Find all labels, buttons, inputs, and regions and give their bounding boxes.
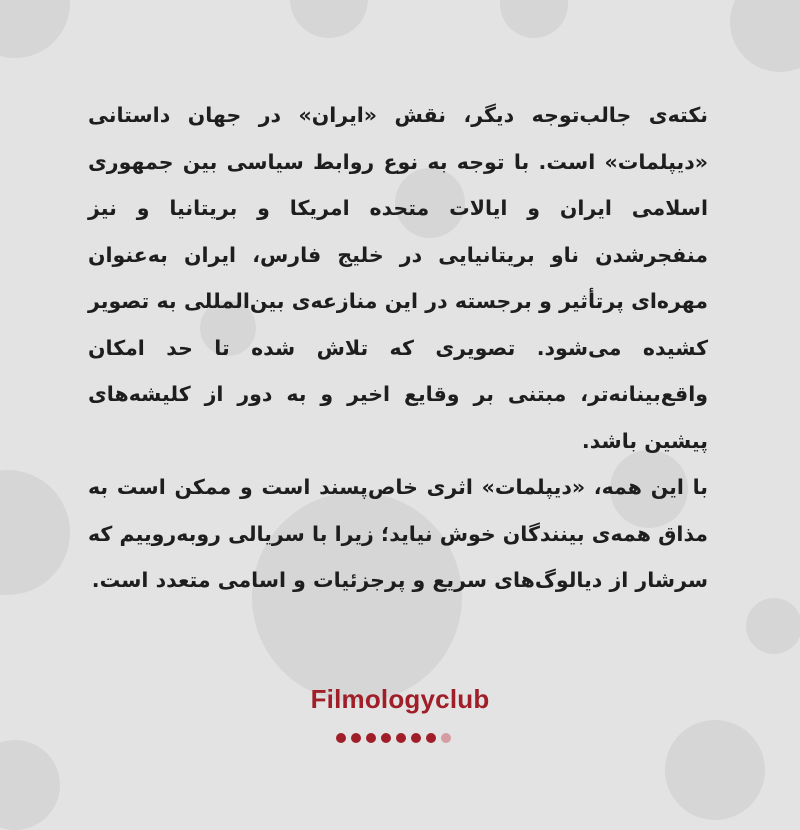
bg-circle xyxy=(0,0,70,58)
bg-circle xyxy=(0,740,60,830)
bg-circle xyxy=(665,720,765,820)
paragraph-1: نکته‌ی جالب‌توجه دیگر، نقش «ایران» در جهان داستانی «دیپلمات» است. با توجه به نوع روابط سیاسی بین جمهوری اسلامی ایران و ایالات متحده امریکا و بریتانیا و نیز منفجرشدن ناو بریتانیایی در خلیج فارس، ایران به‌عنوان مهره‌ای پرتأثیر و برجسته در این منازعه‌ی بین‌المللی به تصویر کشیده می‌شود. تصویری که تلاش شده تا حد امکان واقع‌بینانه‌تر، مبتنی بر وقایع اخیر و به دور از کلیشه‌های پیشین باشد. xyxy=(88,103,708,453)
bg-circle xyxy=(730,0,800,72)
pagination-dot xyxy=(366,733,376,743)
article-text xyxy=(88,92,708,604)
pagination-dot xyxy=(411,733,421,743)
pagination-dot xyxy=(336,733,346,743)
pagination-dot xyxy=(381,733,391,743)
brand-logo: Filmologyclub xyxy=(310,684,490,714)
paragraph-2: با این همه، «دیپلمات» اثری خاص‌پسند است و ممکن است به مذاق همه‌ی بینندگان خوش نیاید؛ زیرا با سریالی روبه‌روییم که سرشار از دیالوگ‌های سریع و پرجزئیات و اسامی متعدد است. xyxy=(88,475,708,592)
pagination-dot xyxy=(396,733,406,743)
bg-circle xyxy=(500,0,568,38)
pagination-dots xyxy=(336,733,451,743)
bg-circle xyxy=(0,470,70,595)
bg-circle xyxy=(746,598,800,654)
pagination-dot xyxy=(426,733,436,743)
bg-circle xyxy=(290,0,368,38)
pagination-dot xyxy=(351,733,361,743)
pagination-dot xyxy=(441,733,451,743)
